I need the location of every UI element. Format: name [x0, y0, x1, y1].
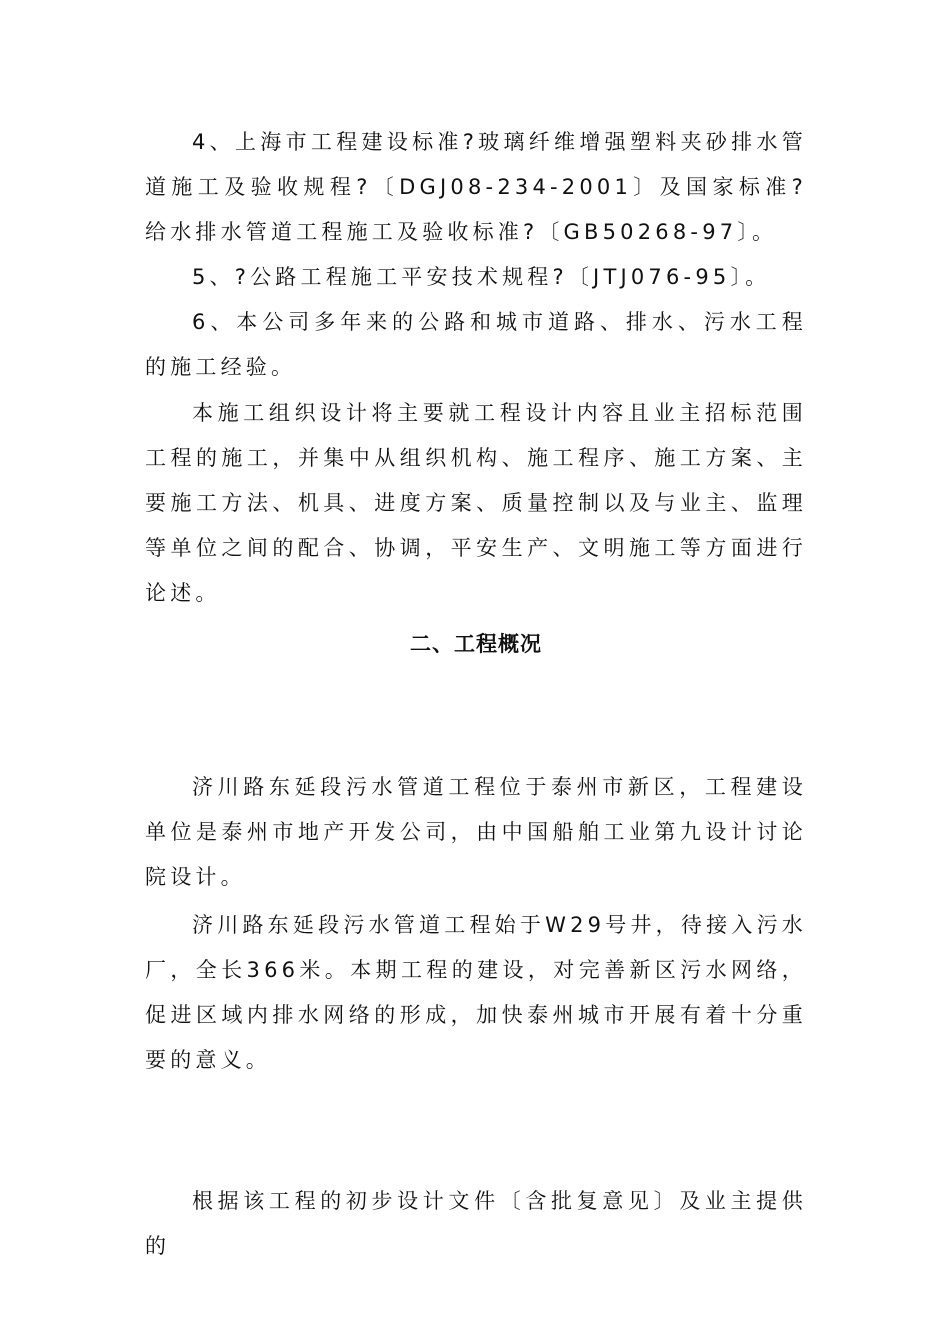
paragraph-experience-6: 6、本公司多年来的公路和城市道路、排水、污水工程的施工经验。 [145, 310, 807, 379]
paragraph-project-location: 济川路东延段污水管道工程位于泰州市新区，工程建设单位是泰州市地产开发公司，由中国船舶工业第九设计讨论院设计。 [145, 775, 807, 889]
paragraph-basis: 根据该工程的初步设计文件〔含批复意见〕及业主提供的 [145, 1189, 807, 1258]
paragraph-design-scope: 本施工组织设计将主要就工程设计内容且业主招标范围工程的施工，并集中从组织机构、施工程序、施工方案、主要施工方法、机具、进度方案、质量控制以及与业主、监理等单位之间的配合、协调，平安生产、文明施工等方面进行论述。 [145, 401, 807, 605]
section-heading-overview: 二、工程概况 [410, 632, 542, 656]
paragraph-standards-5: 5、?公路工程施工平安技术规程?〔JTJ076-95〕。 [192, 265, 771, 289]
paragraph-project-length: 济川路东延段污水管道工程始于W29号井，待接入污水厂，全长366米。本期工程的建设，对完善新区污水网络，促进区域内排水网络的形成，加快泰州城市开展有着十分重要的意义。 [145, 913, 807, 1072]
paragraph-standards-4: 4、上海市工程建设标准?玻璃纤维增强塑料夹砂排水管道施工及验收规程?〔DGJ08-234-2001〕及国家标准?给水排水管道工程施工及验收标准?〔GB50268-97〕。 [145, 130, 807, 244]
